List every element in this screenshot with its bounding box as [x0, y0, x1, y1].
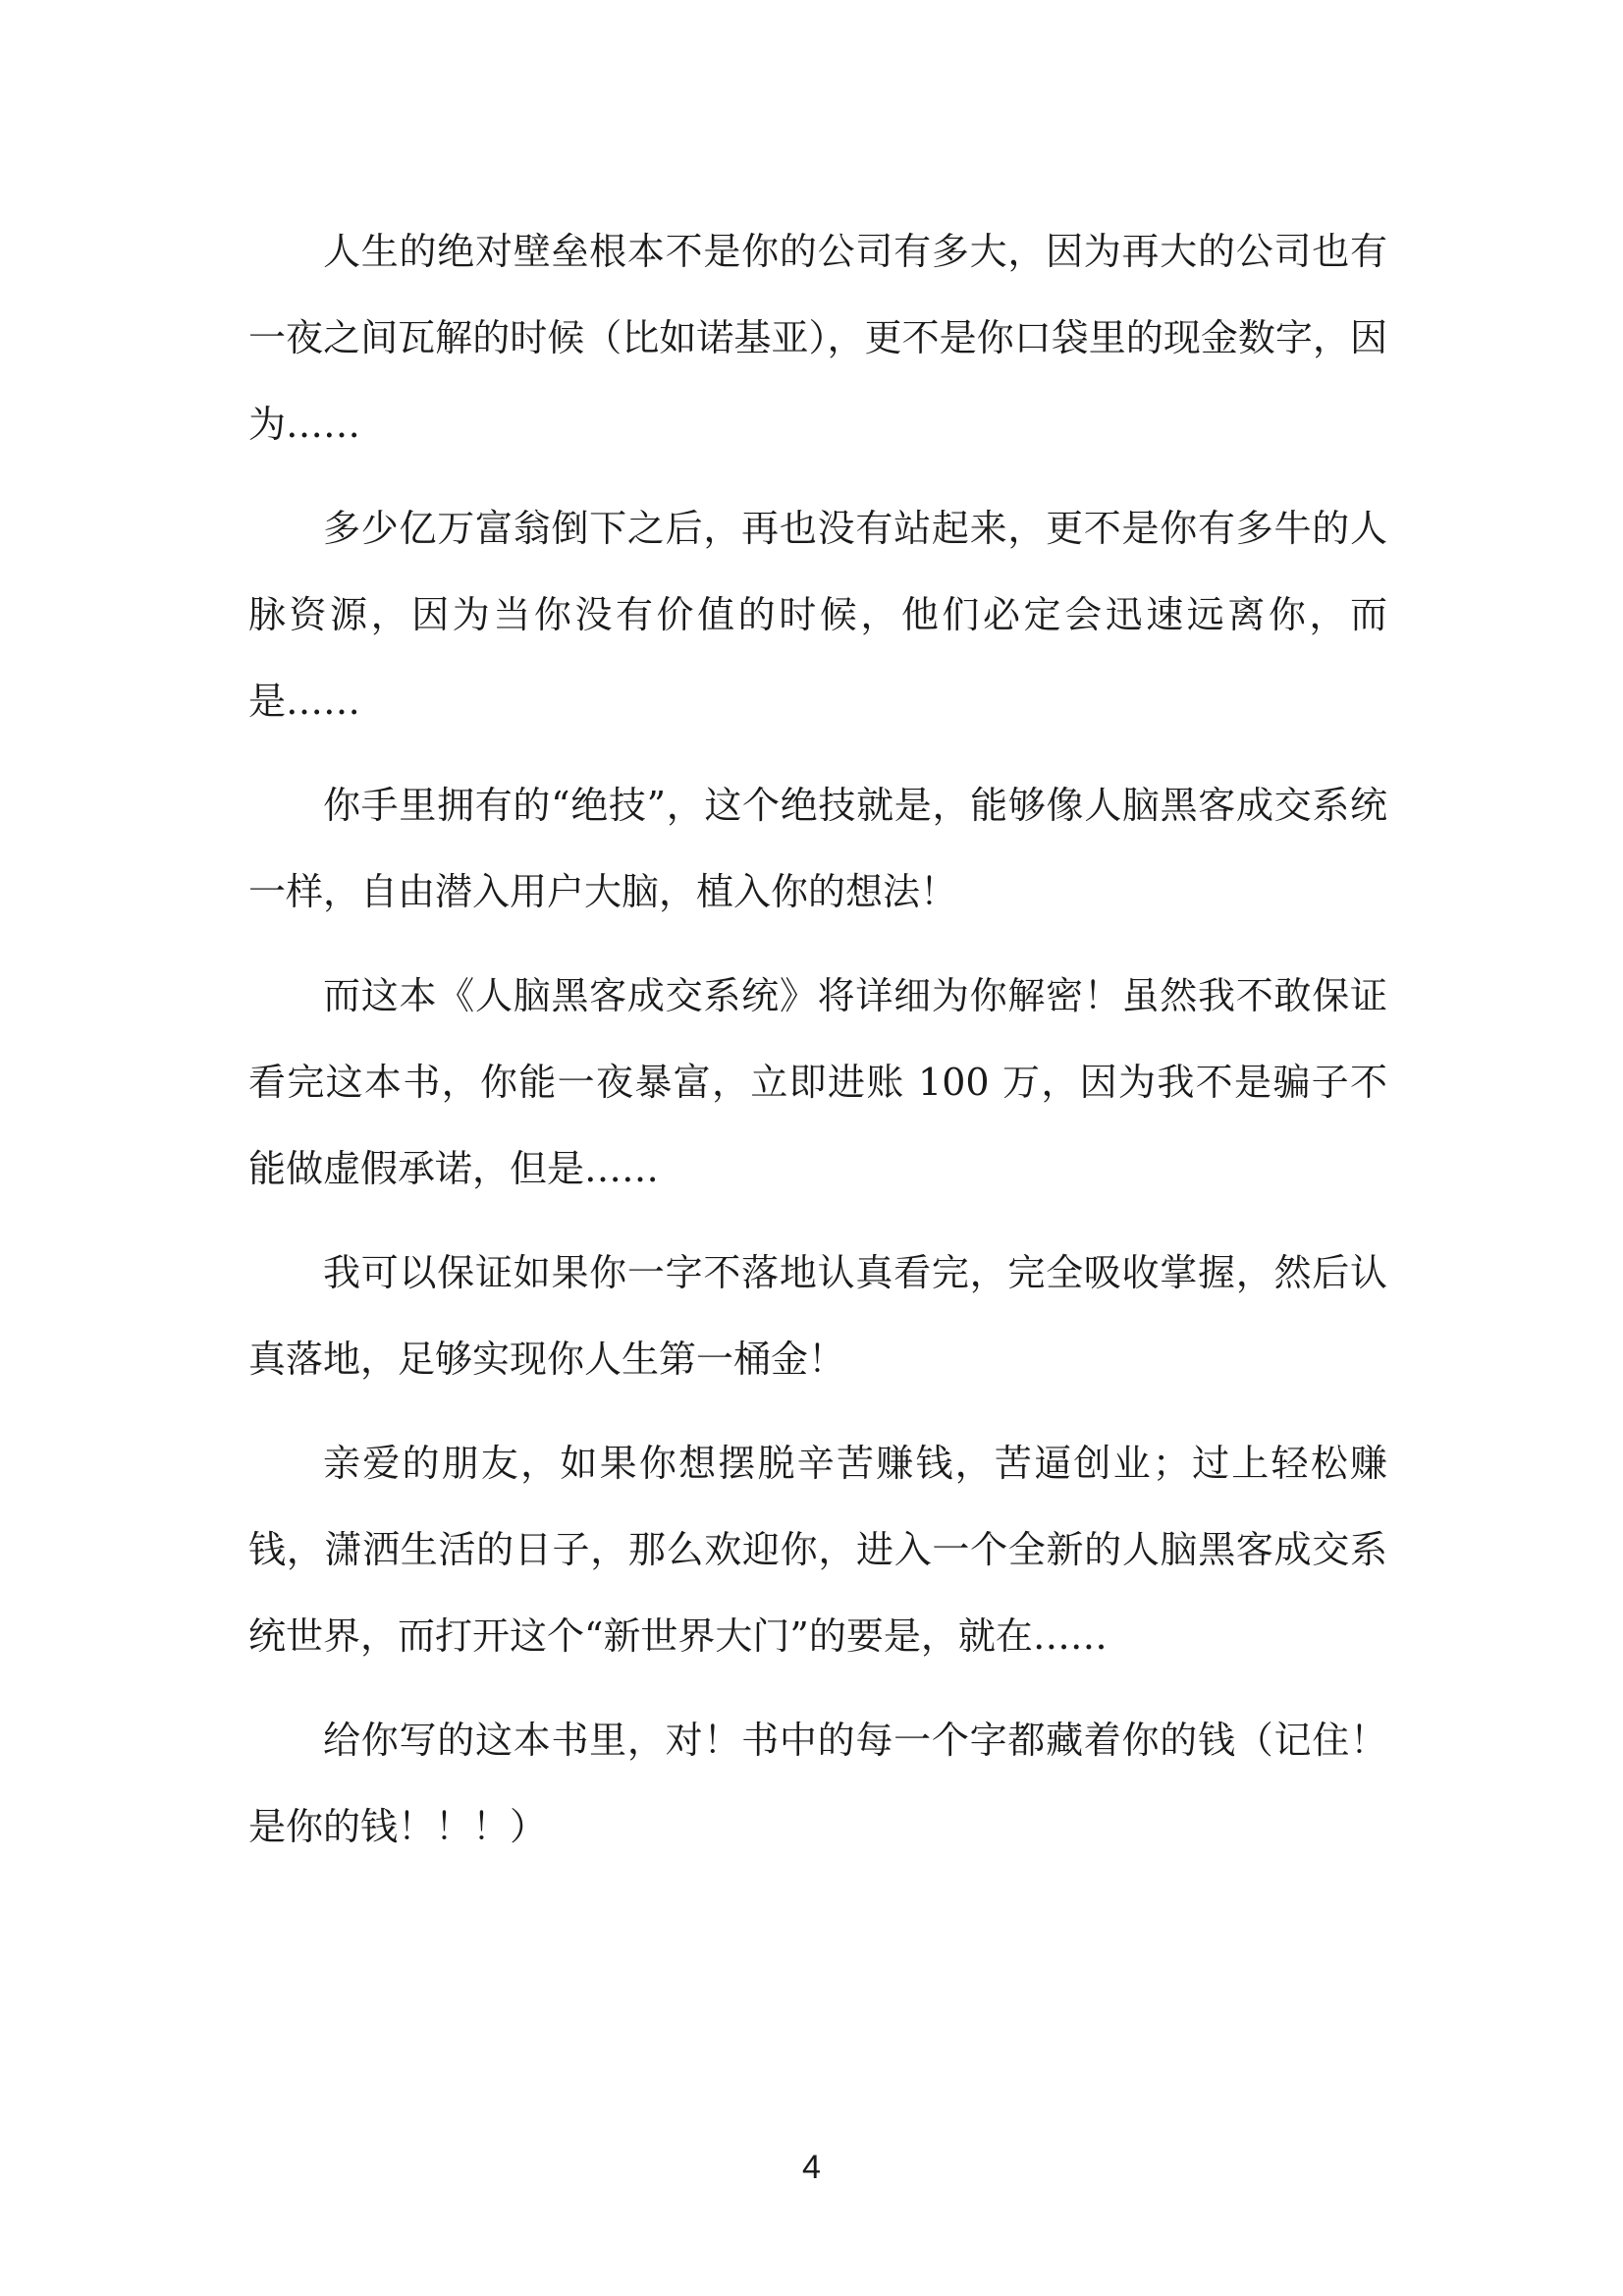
paragraph: 而这本《人脑黑客成交系统》将详细为你解密！虽然我不敢保证看完这本书，你能一夜暴富，立即进账 100 万，因为我不是骗子不能做虚假承诺，但是……: [248, 974, 1387, 1190]
paragraph: 人生的绝对壁垒根本不是你的公司有多大，因为再大的公司也有一夜之间瓦解的时候（比如诺基亚），更不是你口袋里的现金数字，因为……: [248, 230, 1387, 446]
paragraph: 亲爱的朋友，如果你想摆脱辛苦赚钱，苦逼创业；过上轻松赚钱，潇洒生活的日子，那么欢迎你，进入一个全新的人脑黑客成交系统世界，而打开这个“新世界大门”的要是，就在……: [248, 1442, 1387, 1658]
page-number: 4: [802, 2149, 821, 2186]
paragraph: 给你写的这本书里，对！书中的每一个字都藏着你的钱（记住！是你的钱！！！）: [248, 1719, 1387, 1848]
paragraph: 多少亿万富翁倒下之后，再也没有站起来，更不是你有多牛的人脉资源，因为当你没有价值的时候，他们必定会迅速远离你，而是……: [248, 507, 1387, 723]
paragraph: 我可以保证如果你一字不落地认真看完，完全吸收掌握，然后认真落地，足够实现你人生第一桶金！: [248, 1251, 1387, 1381]
document-body: [248, 208, 1387, 1887]
paragraph: 你手里拥有的“绝技”，这个绝技就是，能够像人脑黑客成交系统一样，自由潜入用户大脑，植入你的想法！: [248, 784, 1387, 913]
